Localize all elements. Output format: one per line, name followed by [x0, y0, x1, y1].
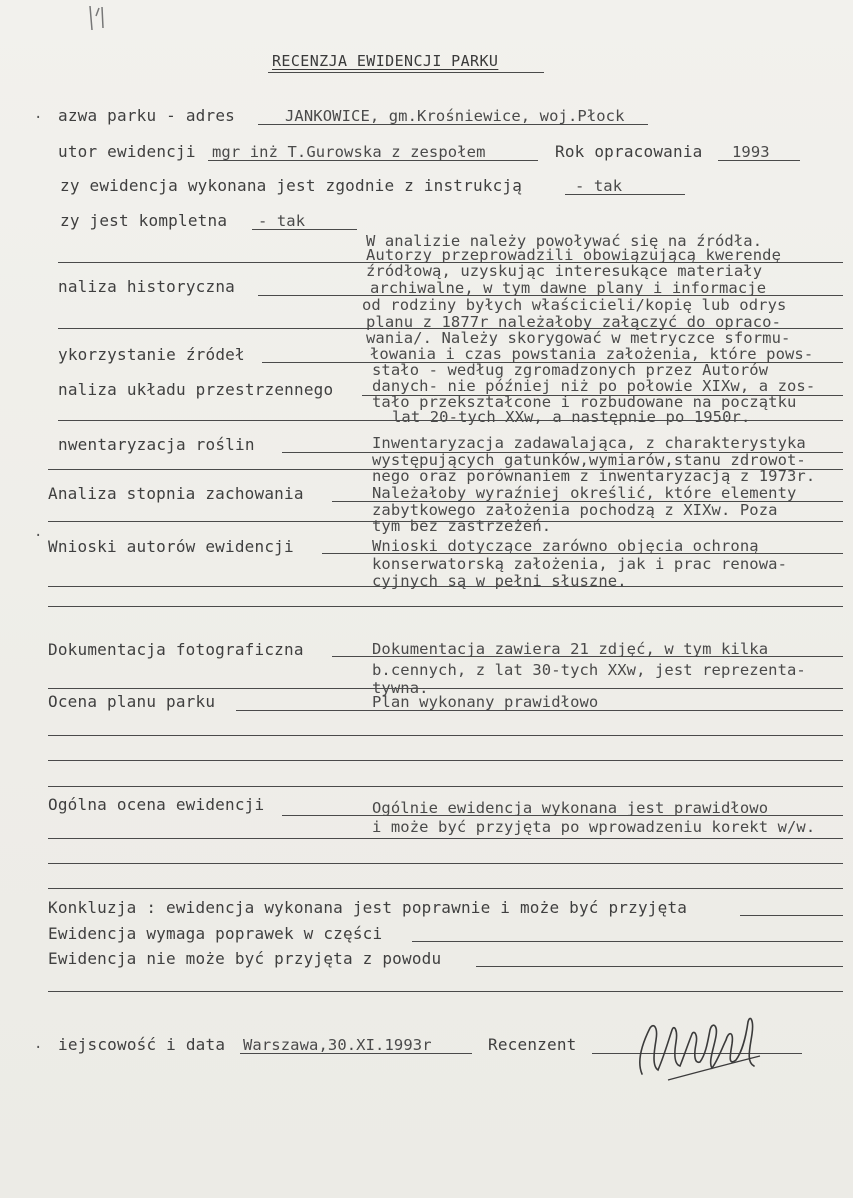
review-line: planu z 1877r należałoby załączyć do opraco-	[366, 313, 781, 331]
foto-line: Dokumentacja zawiera 21 zdjęć, w tym kilka	[372, 640, 769, 658]
margin-mark: ·	[34, 528, 43, 544]
review-line: źródłową, uzyskując interesukące materiały	[366, 262, 763, 280]
kompletna-label: zy jest kompletna	[60, 211, 228, 230]
zgodnie-label: zy ewidencja wykonana jest zgodnie z instrukcją	[60, 176, 523, 195]
autor-value: mgr inż T.Gurowska z zespołem	[212, 143, 486, 161]
review-line: stało - według zgromadzonych przez Autorów	[372, 361, 769, 379]
zgodnie-value: - tak	[575, 177, 623, 195]
page-title: RECENZJA EWIDENCJI PARKU	[272, 52, 499, 70]
review-line: łowania i czas powstania założenia, które pows-	[370, 345, 814, 363]
rule	[58, 420, 843, 421]
ogolna-line: i może być przyjęta po wprowadzeniu korekt w/w.	[372, 818, 816, 836]
recenzent-label: Recenzent	[488, 1035, 577, 1054]
rule	[332, 501, 843, 502]
pencil-mark	[86, 4, 108, 34]
rule	[332, 656, 843, 657]
konkluzja-line-1: Konkluzja : ewidencja wykonana jest poprawnie i może być przyjęta	[48, 898, 688, 917]
rok-label: Rok opracowania	[555, 142, 703, 161]
kompletna-value: - tak	[258, 212, 306, 230]
stopien-label: Analiza stopnia zachowania	[48, 484, 304, 503]
rule	[362, 395, 843, 396]
review-line: tało przekształcone i rozbudowane na początku	[372, 393, 797, 411]
review-line: od rodziny byłych właścicieli/kopię lub odrys	[362, 296, 787, 314]
foto-line: tywna.	[372, 679, 429, 697]
rule	[282, 815, 843, 816]
nazwa-label: azwa parku - adres	[58, 106, 235, 125]
rule	[208, 160, 538, 161]
title-underline	[268, 72, 544, 73]
rule	[258, 295, 843, 296]
rule	[48, 606, 843, 607]
konkluzja-line-3: Ewidencja nie może być przyjęta z powodu	[48, 949, 442, 968]
rule	[565, 194, 685, 195]
rule	[282, 452, 843, 453]
rule	[58, 328, 843, 329]
rule	[236, 710, 843, 711]
review-line: występujących gatunków,wymiarów,stanu zdrowot-	[372, 451, 806, 469]
wnioski-label: Wnioski autorów ewidencji	[48, 537, 294, 556]
ogolna-label: Ogólna ocena ewidencji	[48, 795, 265, 814]
review-line: Inwentaryzacja zadawalająca, z charakterystyka	[372, 434, 806, 452]
rule	[322, 553, 843, 554]
rule	[48, 586, 843, 587]
rule	[48, 888, 843, 889]
review-line: W analizie należy powoływać się na źródła.	[366, 232, 763, 250]
margin-mark: ·	[34, 1040, 43, 1056]
foto-label: Dokumentacja fotograficzna	[48, 640, 304, 659]
signature	[628, 1000, 778, 1090]
miejscowosc-label: iejscowość i data	[58, 1035, 226, 1054]
rule	[48, 469, 843, 470]
review-line: Autorzy przeprowadzili obowiązującą kwerendę	[366, 246, 781, 264]
rok-value: 1993	[732, 143, 770, 161]
nazwa-value: JANKOWICE, gm.Krośniewice, woj.Płock	[285, 107, 625, 125]
rule	[240, 1053, 472, 1054]
rule	[48, 760, 843, 761]
review-line: tym bez zastrzeżeń.	[372, 517, 552, 535]
ogolna-line: Ogólnie ewidencja wykonana jest prawidłowo	[372, 799, 769, 817]
rule	[48, 521, 843, 522]
rule	[48, 786, 843, 787]
inwentaryzacja-label: nwentaryzacja roślin	[58, 435, 255, 454]
foto-line: b.cennych, z lat 30-tych XXw, jest reprezenta-	[372, 661, 806, 679]
rule	[48, 688, 843, 689]
rule	[740, 915, 843, 916]
review-line: cyjnych są w pełni słuszne.	[372, 572, 627, 590]
review-line: lat 20-tych XXw, a następnie po 1950r.	[392, 408, 751, 426]
rule	[58, 262, 843, 263]
plan-label: Ocena planu parku	[48, 692, 216, 711]
rule	[262, 362, 843, 363]
margin-mark: ·	[34, 110, 43, 126]
zrodel-label: ykorzystanie źródeł	[58, 345, 245, 364]
review-line: archiwalne, w tym dawne plany i informacje	[370, 279, 767, 297]
rule	[48, 991, 843, 992]
review-line: nego oraz porównaniem z inwentaryzacją z 1973r.	[372, 467, 816, 485]
review-line: zabytkowego założenia pochodzą z XIXw. Poza	[372, 501, 778, 519]
rule	[412, 941, 843, 942]
review-line: wania/. Należy skorygować w metryczce sformu-	[366, 329, 791, 347]
miejscowosc-value: Warszawa,30.XI.1993r	[243, 1036, 432, 1054]
analiza-historyczna-label: naliza historyczna	[58, 277, 235, 296]
konkluzja-line-2: Ewidencja wymaga poprawek w części	[48, 924, 383, 943]
rule	[258, 124, 648, 125]
rule	[718, 160, 800, 161]
review-line: Wnioski dotyczące zarówno objęcia ochroną	[372, 537, 759, 555]
rule	[48, 863, 843, 864]
rule	[48, 735, 843, 736]
rule	[252, 229, 357, 230]
rule	[48, 838, 843, 839]
rule	[476, 966, 843, 967]
review-line: konserwatorską założenia, jak i prac renowa-	[372, 555, 787, 573]
review-line: danych- nie później niż po połowie XIXw, a zos-	[372, 377, 816, 395]
review-line: Należałoby wyraźniej określić, które elementy	[372, 484, 797, 502]
uklad-label: naliza układu przestrzennego	[58, 380, 334, 399]
autor-label: utor ewidencji	[58, 142, 196, 161]
plan-value: Plan wykonany prawidłowo	[372, 693, 599, 711]
